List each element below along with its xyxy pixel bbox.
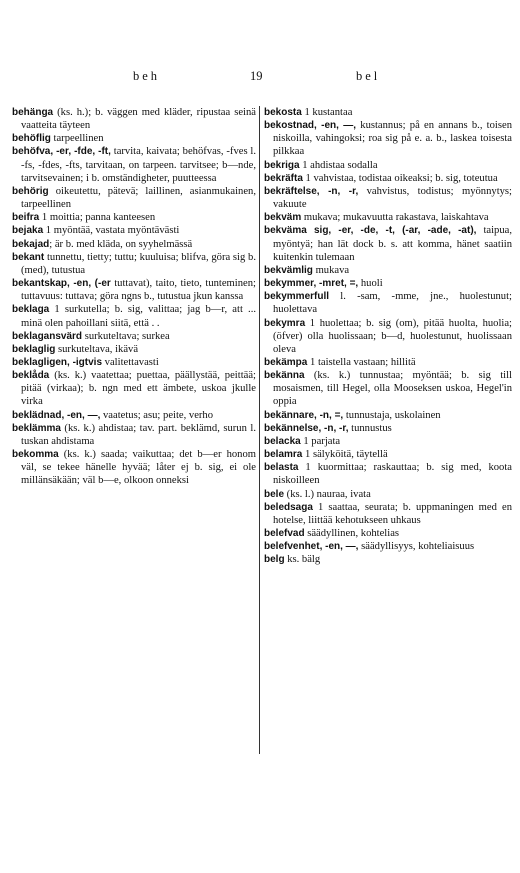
header-left-guideword: beh <box>133 69 161 83</box>
entry-headword: beklaglig <box>12 343 56 355</box>
entry-definition: taipua, myöntyä; han lät dock b. s. att komma, hänet saatiin kuitenkin tulemaan <box>273 225 513 263</box>
dictionary-entry <box>264 159 512 172</box>
entry-definition: l. -sam, -mme, jne., huolestunut; huolettava <box>273 291 512 316</box>
dictionary-entry <box>12 422 256 448</box>
entry-headword: bekymmer, -mret, =, <box>264 278 359 290</box>
dictionary-entry <box>264 461 512 487</box>
entry-headword: bele <box>264 488 285 500</box>
page-number: 19 <box>250 69 263 83</box>
entry-headword: belefvad <box>264 528 305 539</box>
entry-definition: valitettavasti <box>102 356 159 368</box>
dictionary-entry <box>12 238 256 251</box>
dictionary-entry <box>12 330 256 343</box>
entry-definition: (ks. h.); b. väggen med kläder, ripustaa seinä vaatteita täyteen <box>21 107 256 132</box>
entry-definition: (ks. k.) saada; vaikuttaa; det b—er honom väl, se tekee hänelle hyvää; låter ej b. sig, ei ole millänsäkään; väl b—e, olkoon onneksi <box>21 449 256 487</box>
dictionary-entry <box>264 553 512 566</box>
entry-definition: tarpeellinen <box>50 133 104 145</box>
dictionary-entry <box>264 106 512 119</box>
entry-definition: säädyllisyys, kohteliaisuus <box>358 541 475 553</box>
entry-definition: 1 vahvistaa, todistaa oikeaksi; b. sig, toteutua <box>302 172 498 184</box>
entry-headword: bekomma <box>12 449 59 461</box>
right-column <box>264 106 512 566</box>
entry-definition: 1 ahdistaa sodalla <box>299 159 378 171</box>
entry-headword: beklaga <box>12 304 50 316</box>
entry-headword: bekymra <box>264 317 306 329</box>
entry-definition: tunnustaja, uskolainen <box>343 409 441 421</box>
dictionary-entry <box>264 185 512 211</box>
entry-headword: beklämma <box>12 422 61 434</box>
entry-definition: mukava; mukavuutta rakastava, laiskahtava <box>301 212 489 224</box>
entry-headword: beledsaga <box>264 501 313 513</box>
entry-definition: (ks. l.) nauraa, ivata <box>284 488 371 500</box>
dictionary-entry <box>12 409 256 422</box>
dictionary-entry <box>264 264 512 277</box>
entry-definition: 1 moittia; panna kanteesen <box>39 212 156 224</box>
entry-headword: bekosta <box>264 107 302 118</box>
entry-definition: 1 taistella vastaan; hillitä <box>307 356 416 368</box>
dictionary-entry <box>12 185 256 211</box>
entry-headword: bekvämlig <box>264 264 313 276</box>
left-column <box>12 106 256 488</box>
dictionary-entry <box>12 277 256 303</box>
entry-headword: bekostnad, -en, —, <box>264 120 357 132</box>
entry-definition: (ks. k.) ahdistaa; tav. part. beklämd, surun l. tuskan ahdistama <box>21 422 256 447</box>
entry-definition: 1 myöntää, vastata myöntävästi <box>43 225 180 237</box>
dictionary-entry <box>264 317 512 356</box>
entry-definition: ks. bälg <box>284 554 321 566</box>
entry-definition: 1 sälyköitä, täytellä <box>302 449 388 461</box>
entry-headword: belg <box>264 554 285 566</box>
entry-definition: 1 huolettaa; b. sig (om), pitää huolta, huolia; (öfver) olla huolissaan; b—d, huolestunut, huolissaan oleva <box>273 317 512 355</box>
entry-definition: vahvistus, todistus; myönnytys; vakuute <box>273 185 512 211</box>
entry-headword: bekymmerfull <box>264 291 330 303</box>
entry-definition: tuttavat), taito, tieto, tunteminen; tuttavuus: tuttava; göra ngns b., tutustua jkun kanssa <box>21 278 256 303</box>
entry-headword: bekännare, -n, =, <box>264 409 344 421</box>
entry-headword: bekant <box>12 251 45 263</box>
dictionary-entry <box>264 448 512 461</box>
entry-headword: bekräftelse, -n, -r, <box>264 185 359 197</box>
entry-definition: (ks. k.) tunnustaa; myöntää; b. sig till mosaismen, till Hegel, olla Mooseksen uskoa, Hegel'in oppia <box>273 370 512 408</box>
entry-definition: tunnettu, tietty; tuttu; kuuluisa; blifva, göra sig b. (med), tutustua <box>21 251 256 276</box>
dictionary-entry <box>264 277 512 290</box>
dictionary-entry <box>12 448 256 487</box>
entry-definition: (ks. k.) vaatettaa; puettaa, päällystää, peittää; pitää (virkaa); b. ngn med ett ämbete, uskoa jkulle virka <box>21 370 256 408</box>
entry-definition: 1 parjata <box>300 435 341 447</box>
column-divider <box>259 106 260 754</box>
header-right-guideword: bel <box>356 69 381 83</box>
entry-definition: 1 surkutella; b. sig, valittaa; jag b—r, att ... minä olen pahoillani siitä, että . . <box>21 304 256 329</box>
dictionary-entry <box>12 369 256 408</box>
dictionary-entry <box>12 251 256 277</box>
entry-headword: beklåda <box>12 370 50 382</box>
dictionary-entry <box>12 343 256 356</box>
dictionary-entry <box>264 172 512 185</box>
entry-definition: surkuteltava; surkea <box>82 330 170 342</box>
entry-headword: belamra <box>264 449 303 461</box>
entry-headword: beklagansvärd <box>12 330 83 342</box>
entry-definition: 1 kustantaa <box>301 107 353 118</box>
entry-headword: bekämpa <box>264 356 308 368</box>
entry-headword: belefvenhet, -en, —, <box>264 541 359 553</box>
entry-headword: behöfva, -er, -fde, -ft, <box>12 146 111 158</box>
entry-definition: ; är b. med kläda, on syyhelmässä <box>49 238 193 250</box>
entry-headword: beklädnad, -en, —, <box>12 409 101 421</box>
entry-headword: belacka <box>264 435 301 447</box>
entry-headword: behöflig <box>12 133 51 145</box>
dictionary-entry <box>264 527 512 540</box>
dictionary-entry <box>264 422 512 435</box>
dictionary-entry <box>264 369 512 408</box>
dictionary-entry <box>264 290 512 316</box>
entry-definition: tarvita, kaivata; behöfvas, -fves l. -fs, -fdes, -fts, tarvitaan, on tarpeen. tarvitsee; b—nde, tarvitsevainen; i b. omständigheter, puutteessa <box>21 146 257 184</box>
entry-definition: 1 saattaa, seurata; b. uppmaningen med en hotelse, liittää kehotukseen uhkaus <box>273 501 512 526</box>
dictionary-entry <box>264 119 512 158</box>
dictionary-entry <box>264 488 512 501</box>
entry-headword: behörig <box>12 185 49 197</box>
dictionary-entry <box>264 540 512 553</box>
dictionary-entry <box>264 211 512 224</box>
entry-headword: bekänna <box>264 370 305 382</box>
dictionary-entry <box>12 211 256 224</box>
entry-headword: bekväma sig, -er, -de, -t, (-ar, -ade, -at), <box>264 225 477 237</box>
entry-headword: belasta <box>264 462 299 474</box>
dictionary-entry <box>264 409 512 422</box>
dictionary-entry <box>12 356 256 369</box>
entry-headword: bejaka <box>12 225 44 237</box>
entry-headword: bekväm <box>264 212 302 224</box>
dictionary-entry <box>12 106 256 132</box>
entry-definition: säädyllinen, kohtelias <box>304 528 400 539</box>
entry-definition: huoli <box>358 278 383 290</box>
dictionary-entry <box>12 145 256 184</box>
dictionary-entry <box>12 303 256 329</box>
page-header <box>0 69 520 87</box>
entry-headword: bekajad <box>12 238 50 250</box>
dictionary-entry <box>264 501 512 527</box>
dictionary-entry <box>12 224 256 237</box>
entry-definition: kustannus; på en annans b., toisen niskoilla, vahingoksi; roa sig på e. a. b., laskea toisesta pilkkaa <box>273 120 512 158</box>
entry-definition: surkuteltava, ikävä <box>55 343 139 355</box>
dictionary-entry <box>264 356 512 369</box>
entry-headword: bekantskap, -en, (-er <box>12 278 111 290</box>
dictionary-entry <box>264 435 512 448</box>
entry-definition: tunnustus <box>348 422 392 434</box>
entry-definition: vaatetus; asu; peite, verho <box>100 409 214 421</box>
entry-headword: beifra <box>12 212 40 224</box>
entry-headword: bekräfta <box>264 172 303 184</box>
dictionary-entry <box>12 132 256 145</box>
entry-headword: beklagligen, -igtvis <box>12 356 103 368</box>
entry-headword: bekännelse, -n, -r, <box>264 422 349 434</box>
entry-definition: mukava <box>312 264 350 276</box>
entry-headword: bekriga <box>264 159 300 171</box>
entry-headword: behänga <box>12 107 54 118</box>
entry-definition: 1 kuormittaa; raskauttaa; b. sig med, koota niskoilleen <box>273 462 512 487</box>
entry-definition: oikeutettu, pätevä; laillinen, asianmukainen, tarpeellinen <box>21 185 256 211</box>
dictionary-entry <box>264 224 512 263</box>
